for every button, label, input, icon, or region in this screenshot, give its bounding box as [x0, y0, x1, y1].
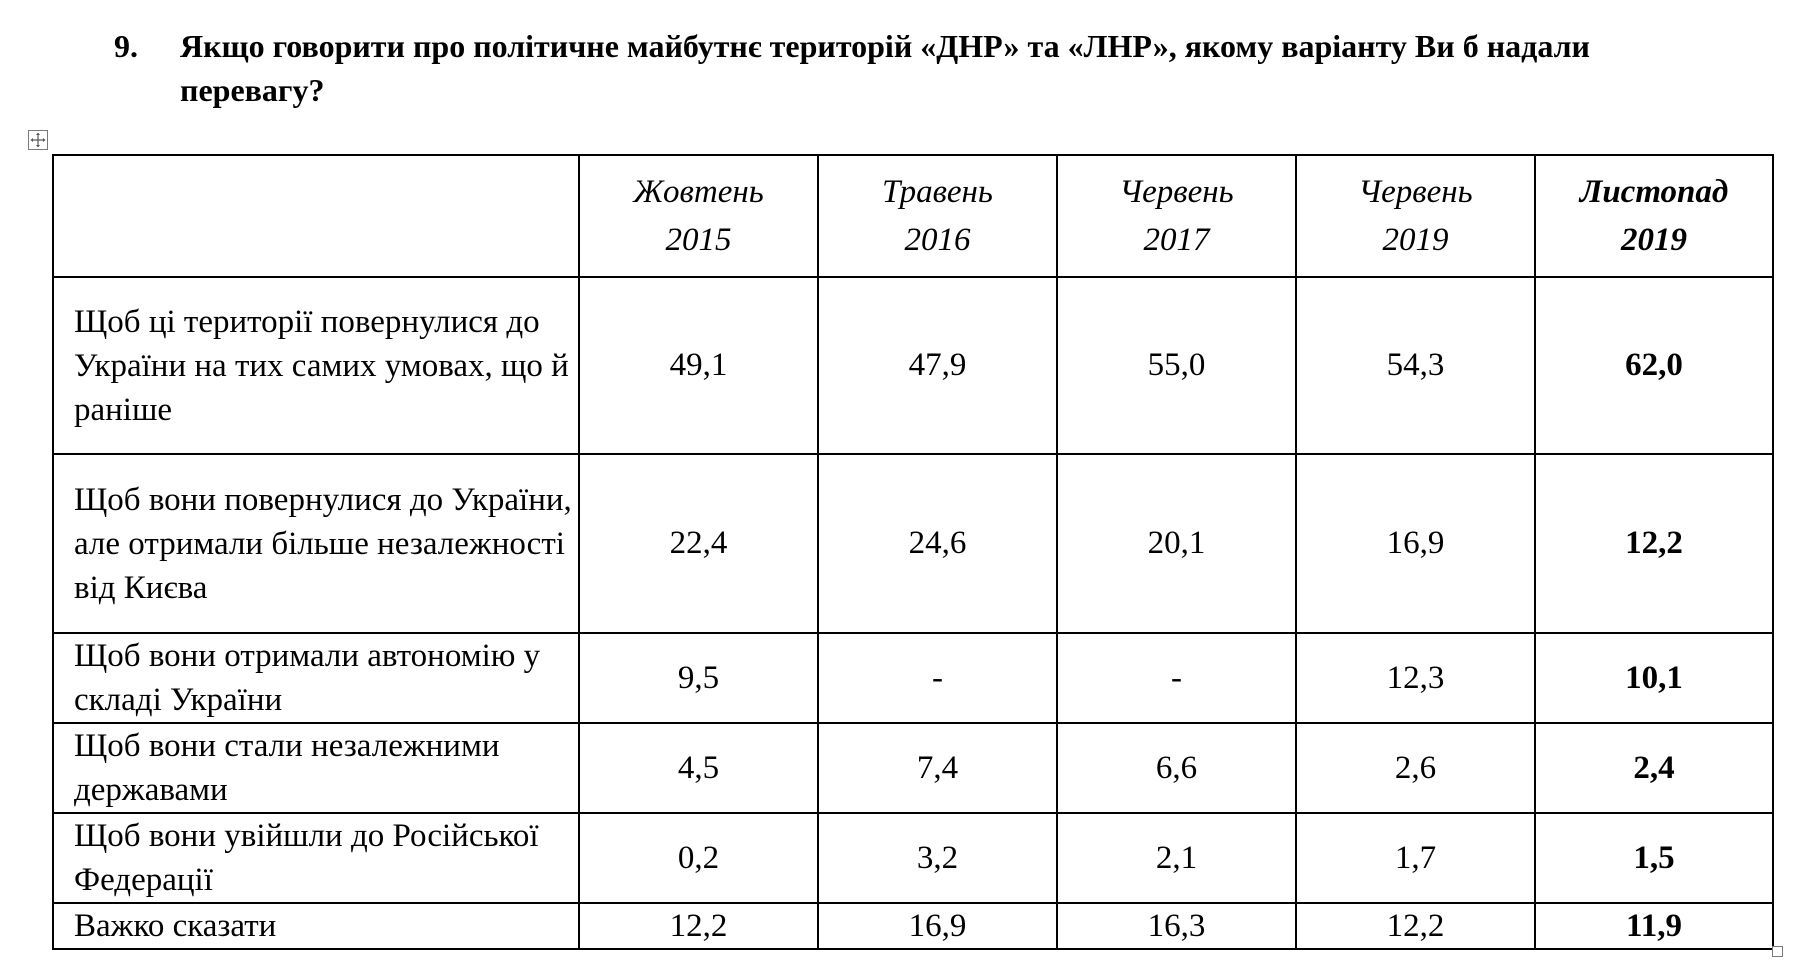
- column-month: Червень: [1119, 174, 1234, 210]
- table-cell-latest: 10,1: [1535, 633, 1773, 723]
- row-label: Важко сказати: [53, 903, 579, 949]
- move-arrows-icon: [29, 131, 47, 149]
- table-cell-latest: 62,0: [1535, 277, 1773, 454]
- column-year: 2019: [1621, 222, 1687, 258]
- table-cell: 3,2: [818, 813, 1057, 903]
- column-month: Жовтень: [633, 174, 764, 210]
- column-year: 2016: [904, 222, 971, 258]
- column-month: Листопад: [1579, 174, 1729, 210]
- table-cell-latest: 1,5: [1535, 813, 1773, 903]
- table-cell: 16,9: [818, 903, 1057, 949]
- column-year: 2017: [1143, 222, 1210, 258]
- table-cell: 1,7: [1296, 813, 1535, 903]
- table-header-row: [53, 155, 1773, 277]
- column-month: Червень: [1358, 174, 1473, 210]
- table-cell-latest: 11,9: [1535, 903, 1773, 949]
- survey-table: [52, 154, 1774, 950]
- table-cell: -: [818, 633, 1057, 723]
- table-cell: 9,5: [579, 633, 818, 723]
- row-label: Щоб вони отримали автономію у складі України: [53, 633, 579, 723]
- row-label: Щоб вони стали незалежними державами: [53, 723, 579, 813]
- table-cell: 0,2: [579, 813, 818, 903]
- table-cell: 7,4: [818, 723, 1057, 813]
- table-cell: 54,3: [1296, 277, 1535, 454]
- table-cell-latest: 2,4: [1535, 723, 1773, 813]
- table-row: [53, 813, 1773, 903]
- column-header: [579, 155, 818, 277]
- question-heading: [114, 24, 1674, 112]
- table-cell: 2,6: [1296, 723, 1535, 813]
- column-header-latest: [1535, 155, 1773, 277]
- table-move-handle[interactable]: [28, 130, 48, 150]
- table-cell: 12,3: [1296, 633, 1535, 723]
- column-header: [1296, 155, 1535, 277]
- column-header: [818, 155, 1057, 277]
- column-year: 2019: [1382, 222, 1449, 258]
- header-empty-cell: [53, 155, 579, 277]
- table-cell: 6,6: [1057, 723, 1296, 813]
- table-cell: 22,4: [579, 454, 818, 633]
- table-row: [53, 633, 1773, 723]
- table-cell: -: [1057, 633, 1296, 723]
- table-cell: 55,0: [1057, 277, 1296, 454]
- table-cell-latest: 12,2: [1535, 454, 1773, 633]
- table-row: [53, 277, 1773, 454]
- row-label: Щоб вони увійшли до Російської Федерації: [53, 813, 579, 903]
- table-cell: 20,1: [1057, 454, 1296, 633]
- table-cell: 2,1: [1057, 813, 1296, 903]
- table-row: [53, 903, 1773, 949]
- question-number: 9.: [114, 28, 138, 64]
- table-cell: 12,2: [1296, 903, 1535, 949]
- table-cell: 16,3: [1057, 903, 1296, 949]
- table-resize-handle[interactable]: [1772, 946, 1783, 957]
- table-cell: 49,1: [579, 277, 818, 454]
- table-cell: 24,6: [818, 454, 1057, 633]
- table-cell: 47,9: [818, 277, 1057, 454]
- table-row: [53, 723, 1773, 813]
- row-label: Щоб вони повернулися до України, але отримали більше незалежності від Києва: [53, 454, 579, 633]
- table-cell: 12,2: [579, 903, 818, 949]
- row-label: Щоб ці території повернулися до України на тих самих умовах, що й раніше: [53, 277, 579, 454]
- column-year: 2015: [665, 222, 732, 258]
- column-header: [1057, 155, 1296, 277]
- table-cell: 4,5: [579, 723, 818, 813]
- table-row: [53, 454, 1773, 633]
- table-cell: 16,9: [1296, 454, 1535, 633]
- question-text: Якщо говорити про політичне майбутнє територій «ДНР» та «ЛНР», якому варіанту Ви б надали перевагу?: [180, 28, 1590, 108]
- column-month: Травень: [882, 174, 993, 210]
